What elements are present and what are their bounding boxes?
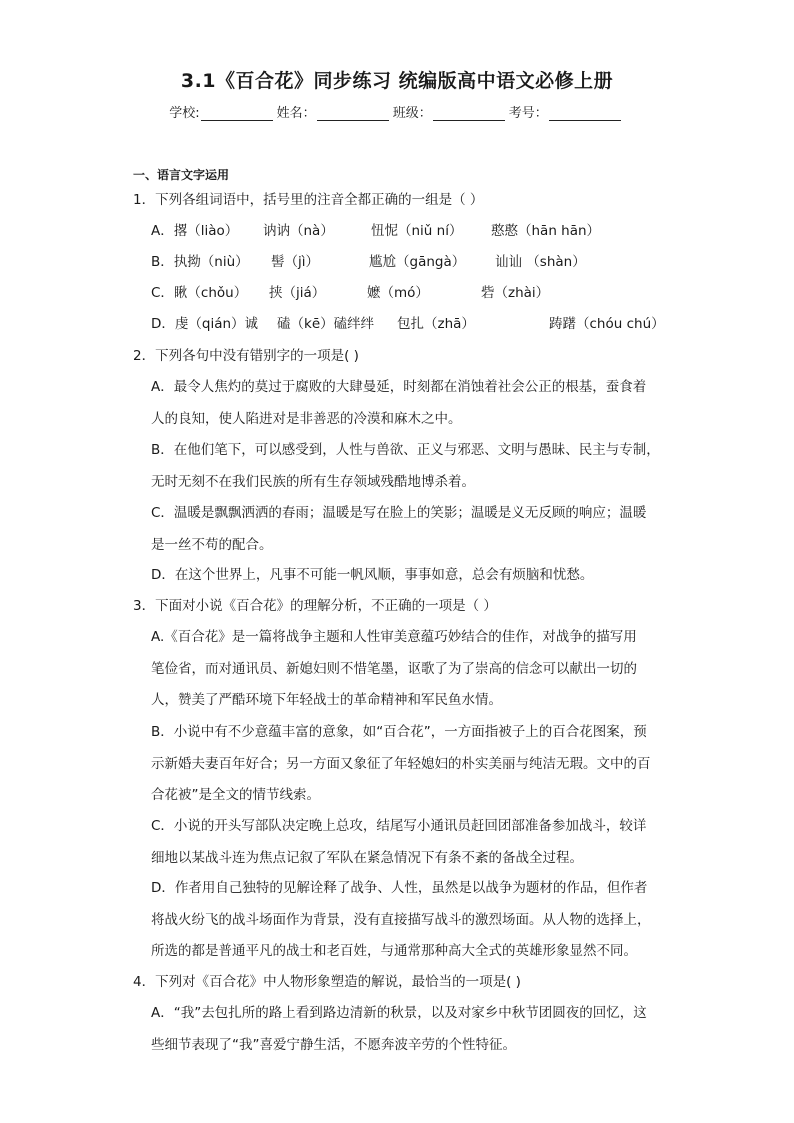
q1-d-term-2: 磕（kē）磕绊绊	[277, 316, 375, 332]
q3-c-line-1: C．小说的开头写部队决定晚上总攻，结尾写小通讯员赶回团部准备参加战斗，较详	[151, 818, 647, 834]
q3-a-line-3: 人，赞美了严酷环境下年轻战士的革命精神和军民鱼水情。	[151, 692, 502, 708]
name-blank[interactable]	[317, 106, 389, 121]
q1-b-term-2: 髻（jì）	[271, 254, 320, 270]
q1-c-term-3: 嬷（mó）	[367, 285, 429, 301]
exam-number-label: 考号：	[508, 106, 548, 121]
q2-c-line-2: 是一丝不苟的配合。	[151, 536, 273, 553]
q1-c-term-1: C．瞅（chǒu）	[151, 285, 248, 301]
exam-number-blank[interactable]	[549, 106, 621, 121]
q3-b-line-3: 合花被”是全文的情节线索。	[151, 787, 320, 803]
q3-c-line-2: 细地以某战斗连为焦点记叙了军队在紧急情况下有条不紊的备战全过程。	[151, 849, 583, 866]
q1-c-term-2: 挟（jiá）	[269, 285, 326, 301]
q1-d-term-3: 包扎（zhā）	[397, 316, 475, 332]
q1-d-term-4: 踌躇（chóu chú）	[549, 316, 665, 332]
q1-a-term-3: 忸怩（niǔ ní）	[371, 223, 463, 239]
q3-b-line-2: 示新婚夫妻百年好合；另一方面又象征了年轻媳妇的朴实美丽与纯洁无瑕。文中的百	[151, 755, 651, 772]
question-4-option-a[interactable]	[151, 998, 671, 1061]
exam-number-field[interactable]	[509, 102, 621, 121]
q1-a-term-1: A．撂（liào）	[151, 223, 239, 239]
section-heading: 一、语言文字运用	[133, 168, 230, 182]
q1-b-term-3: 尴尬（gāngà）	[369, 254, 466, 270]
question-1-option-c[interactable]	[151, 278, 691, 309]
q2-a-line-2: 人的良知，使人陷进对是非善恶的冷漠和麻木之中。	[151, 410, 462, 427]
q1-b-term-4: 讪讪 （shàn）	[495, 254, 586, 270]
question-1-option-b[interactable]	[151, 247, 691, 278]
question-3-option-b[interactable]	[151, 717, 671, 812]
q3-a-line-1: A.《百合花》是一篇将战争主题和人性审美意蕴巧妙结合的佳作，对战争的描写用	[151, 629, 637, 645]
class-field[interactable]	[393, 102, 505, 121]
q4-a-line-2: 些细节表现了“我”喜爱宁静生活，不愿奔波辛劳的个性特征。	[151, 1036, 516, 1053]
class-label: 班级：	[392, 106, 432, 121]
question-1-option-a[interactable]	[151, 216, 691, 247]
question-2-option-a[interactable]	[151, 372, 671, 435]
q1-a-term-2: 讷讷（nà）	[263, 223, 334, 239]
school-blank[interactable]	[201, 106, 273, 121]
page-title: 3.1《百合花》同步练习 统编版高中语文必修上册	[180, 70, 614, 92]
q2-c-line-1: C．温暖是飘飘洒洒的春雨；温暖是写在脸上的笑影；温暖是义无反顾的响应；温暖	[151, 505, 647, 521]
question-1-option-d[interactable]	[151, 309, 691, 340]
q3-d-line-3: 所选的都是普通平凡的战士和老百姓，与通常那种高大全式的英雄形象显然不同。	[151, 943, 637, 959]
q2-b-line-2: 无时无刻不在我们民族的所有生存领域残酷地博杀着。	[151, 473, 475, 490]
q2-b-line-1: B．在他们笔下，可以感受到，人性与兽欲、正义与邪恶、文明与愚昧、民主与专制，	[151, 442, 660, 458]
q3-d-line-2: 将战火纷飞的战斗场面作为背景，没有直接描写战斗的激烈场面。从人物的选择上，	[151, 911, 651, 928]
question-4-stem: 4．下列对《百合花》中人物形象塑造的解说，最恰当的一项是( )	[133, 974, 521, 990]
q1-a-term-4: 憨憨（hān hān）	[491, 223, 601, 239]
question-3-option-a[interactable]	[151, 622, 671, 717]
name-label: 姓名：	[276, 106, 316, 121]
question-2-stem: 2．下列各句中没有错别字的一项是( )	[133, 348, 359, 364]
q1-c-term-4: 砦（zhài）	[481, 285, 550, 301]
school-field[interactable]	[169, 102, 272, 121]
q3-b-line-1: B．小说中有不少意蕴丰富的意象，如“百合花”，一方面指被子上的百合花图案，预	[151, 724, 647, 740]
q1-b-term-1: B．执拗（niù）	[151, 254, 249, 270]
q2-d-line-1: D．在这个世界上，凡事不可能一帆风顺，事事如意，总会有烦脑和忧愁。	[151, 567, 594, 583]
question-2-option-d[interactable]	[151, 560, 671, 592]
q3-a-line-2: 笔俭省，而对通讯员、新媳妇则不惜笔墨，讴歌了为了崇高的信念可以献出一切的	[151, 660, 637, 677]
name-field[interactable]	[277, 102, 389, 121]
q3-d-line-1: D．作者用自己独特的见解诠释了战争、人性，虽然是以战争为题材的作品，但作者	[151, 880, 648, 896]
q4-a-line-1: A．“我”去包扎所的路上看到路边清新的秋景，以及对家乡中秋节团圆夜的回忆，这	[151, 1005, 647, 1021]
question-3-option-c[interactable]	[151, 811, 671, 874]
question-3-stem: 3．下面对小说《百合花》的理解分析，不正确的一项是（ ）	[133, 598, 497, 614]
class-blank[interactable]	[433, 106, 505, 121]
question-3-option-d[interactable]	[151, 873, 671, 968]
q1-d-term-1: D．虔（qián）诚	[151, 316, 259, 332]
q2-a-line-1: A．最令人焦灼的莫过于腐败的大肆曼延，时刻都在消蚀着社会公正的根基，蚕食着	[151, 379, 647, 395]
student-info-row	[0, 102, 794, 121]
question-1-stem: 1．下列各组词语中，括号里的注音全都正确的一组是（ ）	[133, 192, 484, 208]
question-2-option-c[interactable]	[151, 498, 671, 561]
school-label: 学校:	[169, 106, 200, 121]
question-2-option-b[interactable]	[151, 435, 671, 498]
